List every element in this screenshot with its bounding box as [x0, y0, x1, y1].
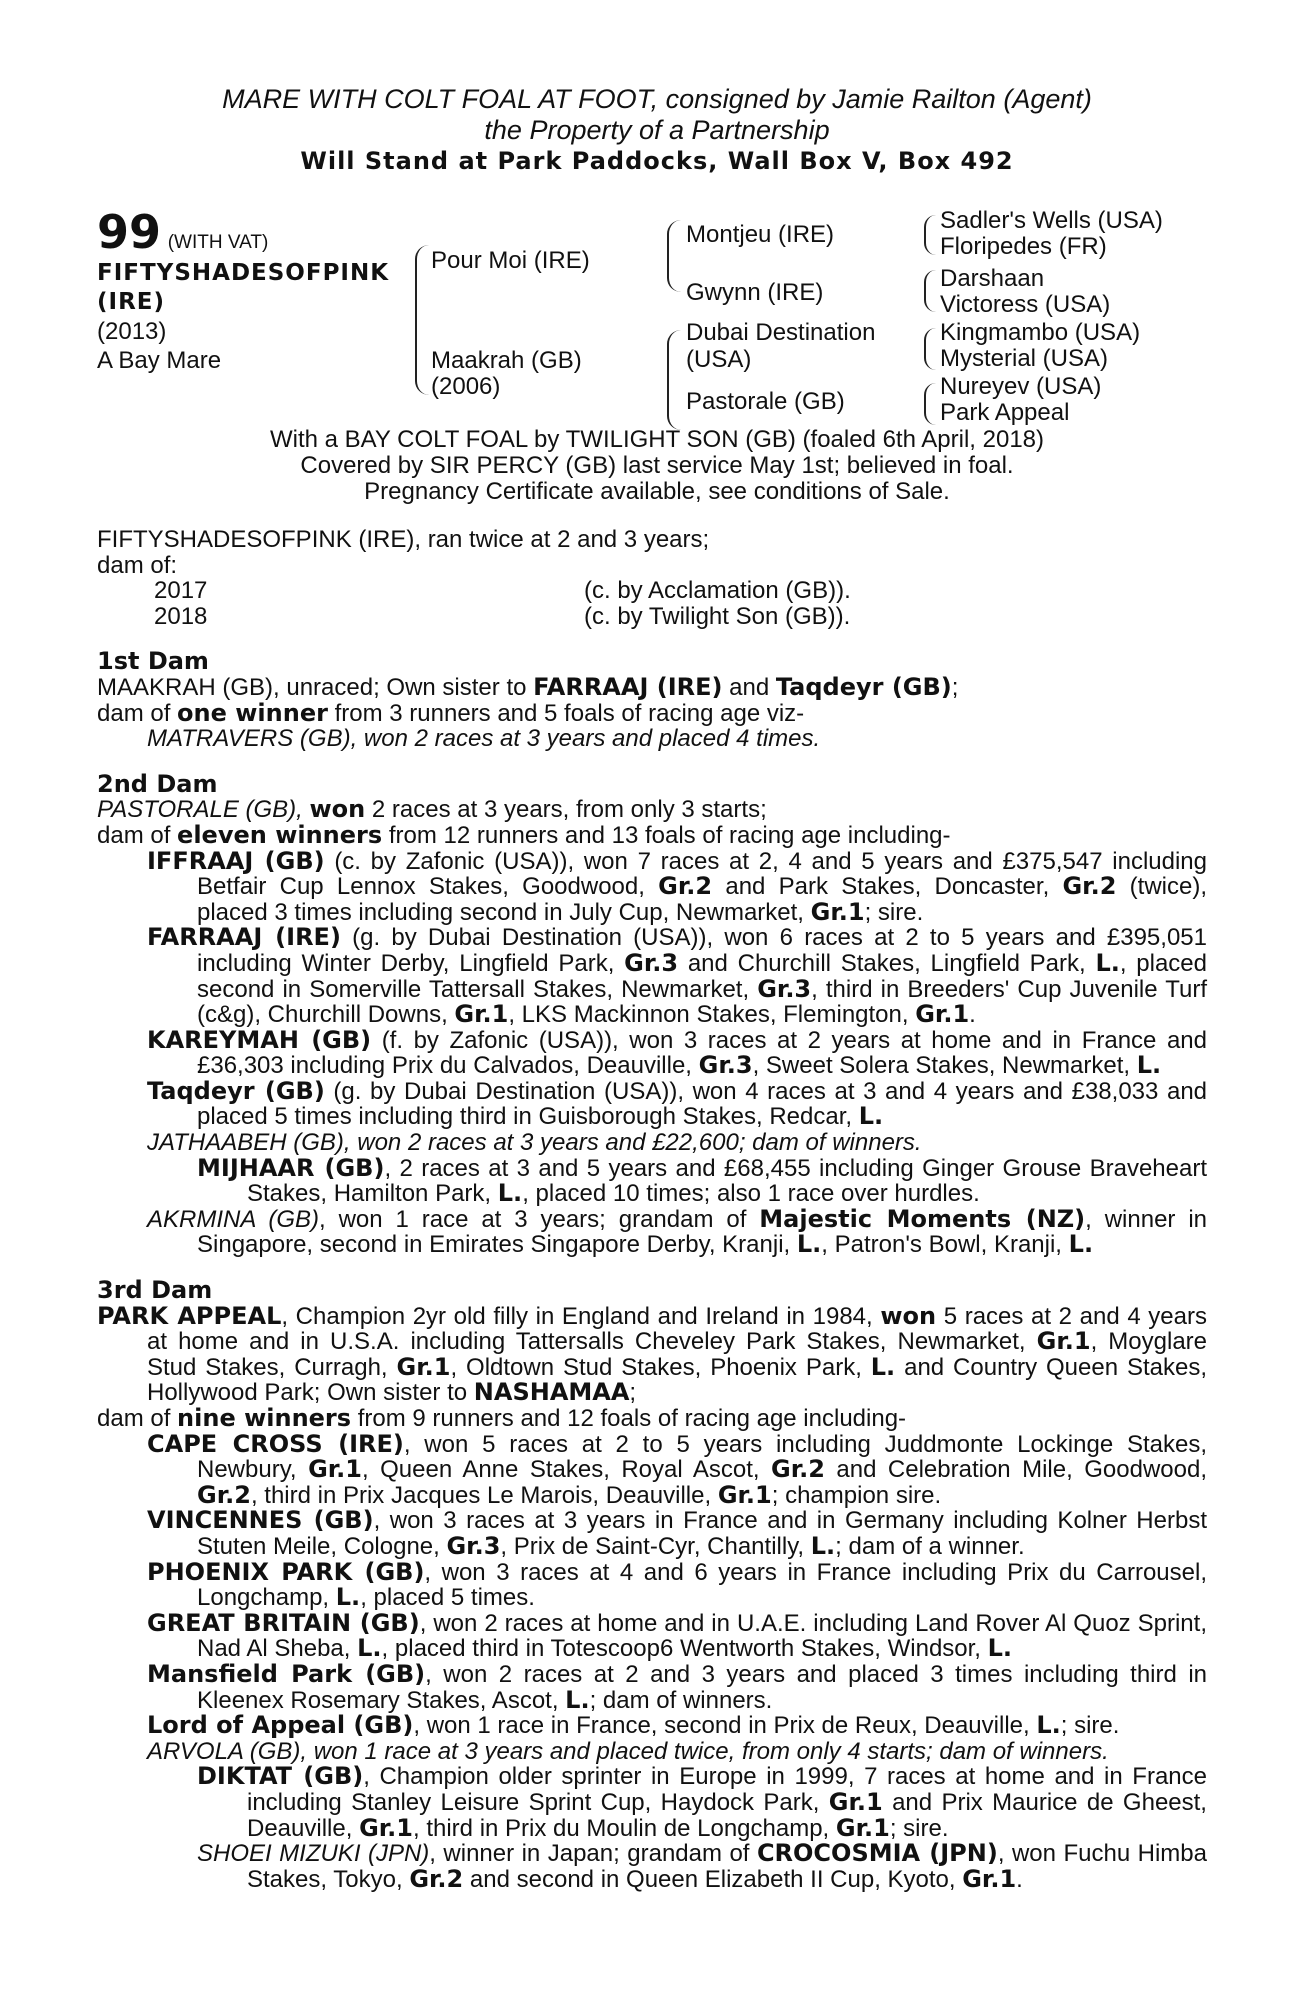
- pedigree-dsd: Mysterial (USA): [940, 345, 1109, 372]
- covered-line: Covered by SIR PERCY (GB) last service May 1st; believed in foal.: [300, 452, 1014, 479]
- produce-text: (c. by Twilight Son (GB)).: [584, 602, 851, 630]
- lot-number: 99: [97, 205, 162, 259]
- pedigree-ssd: Floripedes (FR): [940, 233, 1107, 260]
- entry-mijhaar: MIJHAAR (GB), 2 races at 3 and 5 years and £68,455 including Ginger Grouse Braveheart Stakes, Hamilton Park, L., placed 10 times; also 1 race over hurdles.: [197, 1153, 1208, 1208]
- consignment-line: MARE WITH COLT FOAL AT FOOT, consigned by Jamie Railton (Agent): [222, 84, 1092, 114]
- stand-location-line: Will Stand at Park Paddocks, Wall Box V, Box 492: [300, 147, 1014, 175]
- pedigree-sss: Sadler's Wells (USA): [940, 207, 1163, 234]
- pedigree-ddd: Park Appeal: [940, 399, 1070, 426]
- pedigree-brace-dd: [924, 383, 936, 425]
- pedigree-dam-sire-suffix: (USA): [686, 346, 752, 373]
- pedigree-brace-main: [415, 245, 431, 395]
- first-dam-offspring: MATRAVERS (GB), won 2 races at 3 years and placed 4 times.: [147, 725, 821, 753]
- entry-park-appeal: PARK APPEAL, Champion 2yr old filly in England and Ireland in 1984, won 5 races at 2 and 4 years at home and in U.S.A. including Tattersalls Cheveley Park Stakes, Newmarket, Gr.1, Moyglare Stud Stakes, Curragh, Gr.1, Oldtown Stud Stakes, Phoenix Park, L. and Country Queen Stakes, Hollywood Park; Own sister to NASHAMAA;: [97, 1301, 1207, 1407]
- third-dam-produce: dam of nine winners from 9 runners and 12 foals of racing age including-: [97, 1404, 907, 1432]
- catalogue-header: [0, 84, 1314, 177]
- pedigree-dam-dam: Pastorale (GB): [686, 388, 845, 415]
- lot-info: [97, 205, 389, 375]
- first-dam-produce: dam of one winner from 3 runners and 5 foals of racing age viz-: [97, 698, 805, 727]
- second-dam-produce: dam of eleven winners from 12 runners and 13 foals of racing age including-: [97, 820, 951, 849]
- entry-taqdeyr: Taqdeyr (GB) (g. by Dubai Destination (USA)), won 4 races at 3 and 4 years and £38,033 and placed 5 times including third in Guisborough Stakes, Redcar, L.: [147, 1076, 1208, 1131]
- mare-dam-of: dam of:: [97, 551, 178, 579]
- pedigree-brace-ss: [924, 215, 936, 255]
- entry-phoenix-park: PHOENIX PARK (GB), won 3 races at 4 and 6 years in France including Prix du Carrousel, Longchamp, L., placed 5 times.: [147, 1557, 1207, 1612]
- entry-diktat: DIKTAT (GB), Champion older sprinter in Europe in 1999, 7 races at home and in France including Stanley Leisure Sprint Cup, Haydock Park, Gr.1 and Prix Maurice de Gheest, Deauville, Gr.1, third in Prix du Moulin de Longchamp, Gr.1; sire.: [197, 1762, 1207, 1842]
- horse-description: A Bay Mare: [97, 347, 222, 374]
- pedigree-sire-sire: Montjeu (IRE): [686, 221, 835, 248]
- produce-text: (c. by Acclamation (GB)).: [584, 577, 851, 605]
- pedigree-brace-dam: [667, 330, 683, 430]
- pedigree-dam-sire: Dubai Destination: [686, 319, 876, 346]
- pedigree-sds: Darshaan: [940, 265, 1045, 292]
- horse-year: (2013): [97, 318, 167, 345]
- pedigree-dam: Maakrah (GB): [431, 347, 582, 374]
- pedigree-sire-dam: Gwynn (IRE): [686, 279, 824, 306]
- entry-great-britain: GREAT BRITAIN (GB), won 2 races at home and in U.A.E. including Land Rover Al Quoz Sprint, Nad Al Sheba, L., placed third in Totescoop6 Wentworth Stakes, Windsor, L.: [147, 1608, 1207, 1663]
- horse-suffix: (IRE): [97, 289, 166, 315]
- entry-arvola: ARVOLA (GB), won 1 race at 3 years and placed twice, from only 4 starts; dam of winners.: [147, 1737, 1109, 1765]
- entry-cape-cross: CAPE CROSS (IRE), won 5 races at 2 to 5 years including Juddmonte Lockinge Stakes, Newbury, Gr.1, Queen Anne Stakes, Royal Ascot, Gr.2 and Celebration Mile, Goodwood, Gr.2, third in Prix Jacques Le Marois, Deauville, Gr.1; champion sire.: [147, 1429, 1208, 1509]
- entry-mansfield-park: Mansfield Park (GB), won 2 races at 2 and 3 years and placed 3 times including third in Kleenex Rosemary Stakes, Ascot, L.; dam of winners.: [147, 1659, 1208, 1714]
- foal-line: With a BAY COLT FOAL by TWILIGHT SON (GB) (foaled 6th April, 2018): [269, 426, 1045, 453]
- first-dam-heading: 1st Dam: [97, 647, 209, 676]
- second-dam-line: PASTORALE (GB), won 2 races at 3 years, from only 3 starts;: [97, 795, 767, 824]
- third-dam-heading: 3rd Dam: [97, 1276, 213, 1305]
- entry-iffraaj: IFFRAAJ (GB) (c. by Zafonic (USA)), won 7 races at 2, 4 and 5 years and £375,547 including Betfair Cup Lennox Stakes, Goodwood, Gr.2 and Park Stakes, Doncaster, Gr.2 (twice), placed 3 times including second in July Cup, Newmarket, Gr.1; sire.: [147, 846, 1208, 926]
- pedigree-dss: Kingmambo (USA): [940, 319, 1141, 346]
- entry-akrmina: AKRMINA (GB), won 1 race at 3 years; grandam of Majestic Moments (NZ), winner in Singapore, second in Emirates Singapore Derby, Kranji, L., Patron's Bowl, Kranji, L.: [147, 1204, 1207, 1259]
- entry-vincennes: VINCENNES (GB), won 3 races at 3 years in France and in Germany including Kolner Herbst Stuten Meile, Cologne, Gr.3, Prix de Saint-Cyr, Chantilly, L.; dam of a winner.: [147, 1506, 1207, 1560]
- produce-year: 2017: [154, 577, 208, 605]
- produce-row: [97, 578, 1207, 604]
- first-dam-line: MAAKRAH (GB), unraced; Own sister to FARRAAJ (IRE) and Taqdeyr (GB);: [97, 672, 959, 701]
- catalogue-body: [97, 527, 1207, 1892]
- pedigree-dam-year: (2006): [431, 373, 501, 400]
- pregnancy-line: Pregnancy Certificate available, see conditions of Sale.: [364, 478, 950, 505]
- produce-year: 2018: [154, 602, 208, 630]
- entry-kareymah: KAREYMAH (GB) (f. by Zafonic (USA)), won 3 races at 2 years at home and in France and £36,303 including Prix du Calvados, Deauville, Gr.3, Sweet Solera Stakes, Newmarket, L.: [147, 1025, 1207, 1080]
- produce-row: [97, 604, 1207, 630]
- entry-shoei-mizuki: SHOEI MIZUKI (JPN), winner in Japan; grandam of CROCOSMIA (JPN), won Fuchu Himba Stakes, Tokyo, Gr.2 and second in Queen Elizabeth II Cup, Kyoto, Gr.1.: [197, 1839, 1207, 1893]
- pedigree-sdd: Victoress (USA): [940, 291, 1111, 318]
- property-line: the Property of a Partnership: [484, 115, 830, 145]
- horse-name: FIFTYSHADESOFPINK: [97, 260, 390, 286]
- mare-summary: FIFTYSHADESOFPINK (IRE), ran twice at 2 and 3 years;: [97, 526, 710, 553]
- pedigree-brace-ds: [924, 328, 936, 370]
- pedigree-brace-sire: [667, 220, 683, 292]
- entry-jathaabeh: JATHAABEH (GB), won 2 races at 3 years and £22,600; dam of winners.: [147, 1129, 922, 1157]
- vat-label: (WITH VAT): [167, 232, 269, 253]
- pedigree-sire: Pour Moi (IRE): [431, 247, 590, 274]
- pedigree-dds: Nureyev (USA): [940, 373, 1102, 400]
- entry-farraaj: FARRAAJ (IRE) (g. by Dubai Destination (USA)), won 6 races at 2 to 5 years and £395,051 including Winter Derby, Lingfield Park, Gr.3 and Churchill Stakes, Lingfield Park, L., placed second in Somerville Tattersall Stakes, Newmarket, Gr.3, third in Breeders' Cup Juvenile Turf (c&g), Churchill Downs, Gr.1, LKS Mackinnon Stakes, Flemington, Gr.1.: [147, 923, 1207, 1029]
- entry-lord-of-appeal: Lord of Appeal (GB), won 1 race in France, second in Prix de Reux, Deauville, L.; sire.: [147, 1711, 1120, 1740]
- foal-info: [0, 427, 1314, 505]
- pedigree-brace-sd: [924, 270, 936, 312]
- second-dam-heading: 2nd Dam: [97, 769, 218, 798]
